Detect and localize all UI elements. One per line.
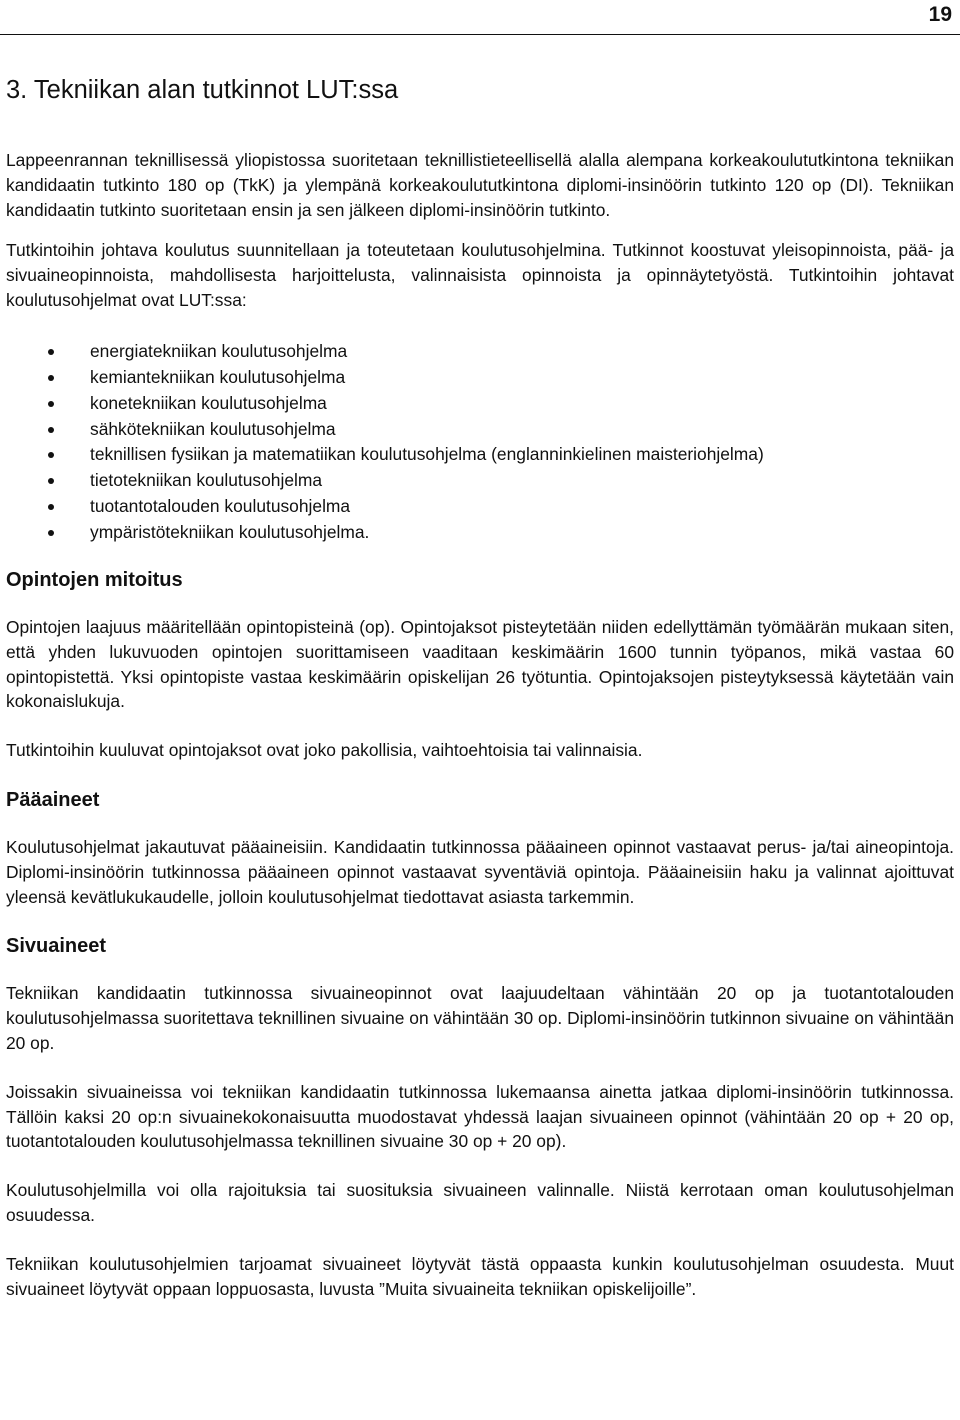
intro-paragraph: Lappeenrannan teknillisessä yliopistossa suoritetaan teknillistieteellisellä alalla alempana korkeakoulututkintona tekniikan kandidaatin tutkinto 180 op (TkK) ja ylempänä korkeakoulututkintona diplomi-insinöörin tutkinto 120 op (DI). Tekniikan kandidaatin tutkinto suoritetaan ensin ja sen jälkeen diplomi-insinöörin tutkinto. bbox=[6, 150, 954, 220]
mitoitus-paragraph: Tutkintoihin kuuluvat opintojaksot ovat joko pakollisia, vaihtoehtoisia tai valinnaisia. bbox=[6, 740, 643, 761]
document-body bbox=[6, 70, 954, 1325]
list-item: energiatekniikan koulutusohjelma bbox=[6, 339, 954, 365]
sivuaineet-paragraph: Joissakin sivuaineissa voi tekniikan kandidaatin tutkinnossa lukemaansa ainetta jatkaa diplomi-insinöörin tutkinnossa. Tällöin kaksi 20 op:n sivuainekokonaisuutta muodostavat yhdessä laajan sivuaineen opinnot (vähintään 20 op + 20 op, tuotantotalouden koulutusohjelmassa teknillinen sivuaine 30 op + 20 op). bbox=[6, 1081, 954, 1152]
list-item: ympäristötekniikan koulutusohjelma. bbox=[6, 520, 954, 546]
programs-list bbox=[6, 339, 954, 546]
page-number: 19 bbox=[928, 3, 952, 26]
mitoitus-heading: Opintojen mitoitus bbox=[6, 569, 183, 592]
list-item: kemiantekniikan koulutusohjelma bbox=[6, 365, 954, 391]
sivuaineet-paragraph: Tekniikan koulutusohjelmien tarjoamat sivuaineet löytyvät tästä oppaasta kunkin koulutusohjelman osuudesta. Muut sivuaineet löytyvät oppaan loppuosasta, luvusta ”Muita sivuaineita tekniikan opiskelijoille”. bbox=[6, 1253, 954, 1299]
section-title: 3. Tekniikan alan tutkinnot LUT:ssa bbox=[6, 76, 399, 104]
sivuaineet-paragraph: Tekniikan kandidaatin tutkinnossa sivuaineopinnot ovat laajuudeltaan vähintään 20 op ja tuotantotalouden koulutusohjelmassa suoritettava teknillinen sivuaine on vähintään 30 op. Diplomi-insinöörin tutkinnon sivuaine on vähintään 20 op. bbox=[6, 983, 954, 1053]
list-item: sähkötekniikan koulutusohjelma bbox=[6, 417, 954, 443]
header-rule bbox=[0, 34, 960, 35]
list-item: tuotantotalouden koulutusohjelma bbox=[6, 494, 954, 520]
mitoitus-paragraph: Opintojen laajuus määritellään opintopisteinä (op). Opintojaksot pisteytetään niiden edellyttämän työmäärän mukaan siten, että yhden lukuvuoden opintojen suorittamiseen vaaditaan keskimäärin 1600 tunnin työpanos, mikä vastaa 60 opintopistettä. Yksi opintopiste vastaa keskimäärin opiskelijan 26 työtuntia. Opintojaksojen pisteytyksessä käytetään vain kokonaislukuja. bbox=[6, 617, 954, 712]
list-item: tietotekniikan koulutusohjelma bbox=[6, 468, 954, 494]
sivuaineet-heading: Sivuaineet bbox=[6, 935, 107, 958]
sivuaineet-paragraph: Koulutusohjelmilla voi olla rajoituksia tai suosituksia sivuaineen valinnalle. Niistä kerrotaan oman koulutusohjelman osuudessa. bbox=[6, 1180, 954, 1225]
paaaineet-paragraph: Koulutusohjelmat jakautuvat pääaineisiin. Kandidaatin tutkinnossa pääaineen opinnot vastaavat perus- ja/tai aineopintoja. Diplomi-insinöörin tutkinnossa pääaineen opinnot vastaavat syventäviä opintoja. Pääaineisiin haku ja valinnat ajoittuvat yleensä kevätlukukaudelle, jolloin koulutusohjelmat tiedottavat asiasta tarkemmin. bbox=[6, 837, 954, 907]
list-item: teknillisen fysiikan ja matematiikan koulutusohjelma (englanninkielinen maisteriohjelma) bbox=[6, 442, 954, 468]
list-item: konetekniikan koulutusohjelma bbox=[6, 391, 954, 417]
paaaineet-heading: Pääaineet bbox=[6, 789, 100, 812]
intro-paragraph: Tutkintoihin johtava koulutus suunnitellaan ja toteutetaan koulutusohjelmina. Tutkinnot koostuvat yleisopinnoista, pää- ja sivuaineopinnoista, mahdollisesta harjoittelusta, valinnaisista opinnoista ja opinnäytetyöstä. Tutkintoihin johtavat koulutusohjelmat ovat LUT:ssa: bbox=[6, 240, 954, 310]
